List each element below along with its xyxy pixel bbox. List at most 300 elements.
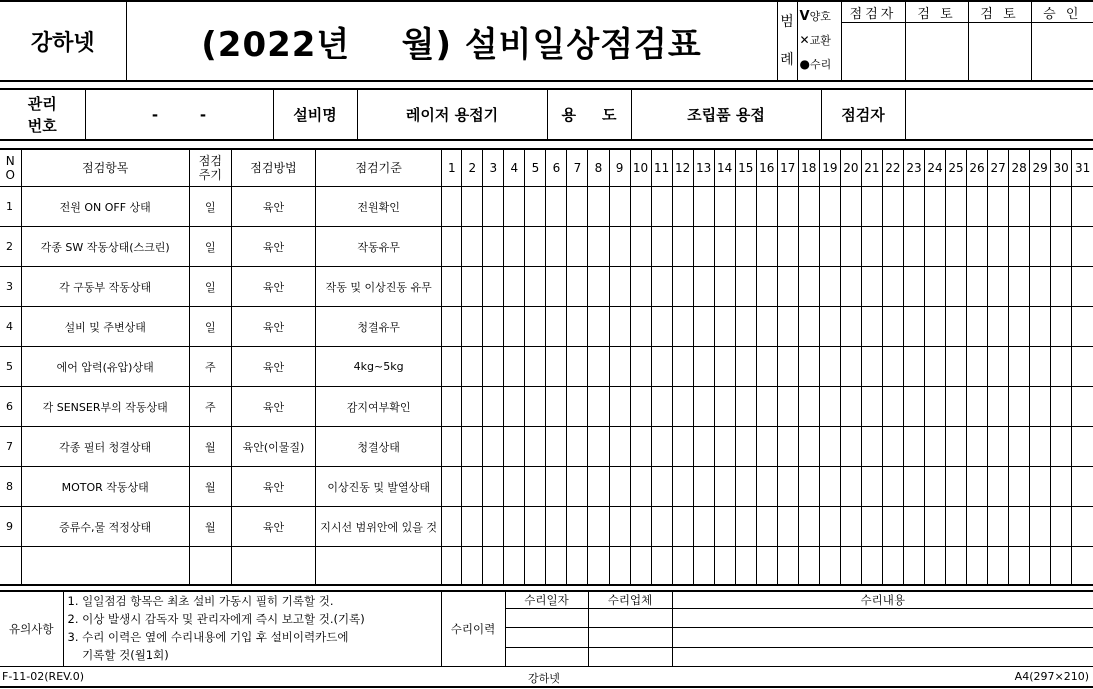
check-cell[interactable] (756, 347, 777, 387)
check-cell[interactable] (672, 267, 693, 307)
check-cell[interactable] (630, 227, 651, 267)
check-cell[interactable] (651, 307, 672, 347)
check-cell[interactable] (882, 427, 903, 467)
check-cell[interactable] (525, 507, 546, 547)
check-cell[interactable] (798, 267, 819, 307)
check-cell[interactable] (967, 467, 988, 507)
check-cell[interactable] (672, 427, 693, 467)
check-cell[interactable] (819, 227, 840, 267)
check-cell[interactable] (798, 307, 819, 347)
check-cell[interactable] (1072, 347, 1093, 387)
check-cell[interactable] (861, 347, 882, 387)
check-cell[interactable] (988, 187, 1009, 227)
check-cell[interactable] (1051, 227, 1072, 267)
check-cell[interactable] (882, 547, 903, 585)
check-cell[interactable] (714, 467, 735, 507)
check-cell[interactable] (693, 267, 714, 307)
check-cell[interactable] (861, 307, 882, 347)
check-cell[interactable] (525, 227, 546, 267)
check-cell[interactable] (840, 227, 861, 267)
check-cell[interactable] (651, 547, 672, 585)
check-cell[interactable] (609, 507, 630, 547)
check-cell[interactable] (777, 307, 798, 347)
check-cell[interactable] (693, 187, 714, 227)
check-cell[interactable] (483, 347, 504, 387)
check-cell[interactable] (504, 187, 525, 227)
check-cell[interactable] (483, 507, 504, 547)
check-cell[interactable] (483, 187, 504, 227)
check-cell[interactable] (903, 347, 924, 387)
check-cell[interactable] (1051, 187, 1072, 227)
check-cell[interactable] (967, 187, 988, 227)
check-cell[interactable] (546, 387, 567, 427)
check-cell[interactable] (988, 427, 1009, 467)
check-cell[interactable] (672, 387, 693, 427)
check-cell[interactable] (946, 427, 967, 467)
check-cell[interactable] (651, 267, 672, 307)
check-cell[interactable] (651, 427, 672, 467)
check-cell[interactable] (651, 187, 672, 227)
check-cell[interactable] (756, 307, 777, 347)
check-cell[interactable] (546, 427, 567, 467)
check-cell[interactable] (988, 507, 1009, 547)
check-cell[interactable] (442, 307, 462, 347)
check-cell[interactable] (882, 307, 903, 347)
check-cell[interactable] (546, 467, 567, 507)
check-cell[interactable] (483, 227, 504, 267)
check-cell[interactable] (735, 427, 756, 467)
check-cell[interactable] (819, 547, 840, 585)
check-cell[interactable] (777, 347, 798, 387)
check-cell[interactable] (735, 187, 756, 227)
check-cell[interactable] (861, 187, 882, 227)
check-cell[interactable] (609, 187, 630, 227)
check-cell[interactable] (946, 187, 967, 227)
mgmt-number-value[interactable]: - - (85, 89, 273, 140)
check-cell[interactable] (714, 347, 735, 387)
check-cell[interactable] (588, 547, 609, 585)
check-cell[interactable] (1009, 227, 1030, 267)
check-cell[interactable] (630, 307, 651, 347)
check-cell[interactable] (861, 427, 882, 467)
repair-date-cell[interactable] (505, 609, 588, 628)
check-cell[interactable] (840, 427, 861, 467)
check-cell[interactable] (672, 467, 693, 507)
check-cell[interactable] (588, 307, 609, 347)
check-cell[interactable] (567, 427, 588, 467)
check-cell[interactable] (714, 307, 735, 347)
check-cell[interactable] (1030, 347, 1051, 387)
equipment-name-value[interactable]: 레이저 용접기 (357, 89, 547, 140)
check-cell[interactable] (1051, 347, 1072, 387)
check-cell[interactable] (1051, 307, 1072, 347)
check-cell[interactable] (630, 467, 651, 507)
check-cell[interactable] (609, 227, 630, 267)
check-cell[interactable] (735, 267, 756, 307)
check-cell[interactable] (630, 387, 651, 427)
check-cell[interactable] (525, 467, 546, 507)
check-cell[interactable] (1009, 267, 1030, 307)
check-cell[interactable] (442, 187, 462, 227)
check-cell[interactable] (1072, 467, 1093, 507)
check-cell[interactable] (588, 187, 609, 227)
check-cell[interactable] (1030, 227, 1051, 267)
check-cell[interactable] (462, 547, 483, 585)
check-cell[interactable] (462, 467, 483, 507)
check-cell[interactable] (567, 307, 588, 347)
check-cell[interactable] (504, 227, 525, 267)
check-cell[interactable] (525, 547, 546, 585)
check-cell[interactable] (609, 347, 630, 387)
check-cell[interactable] (819, 387, 840, 427)
check-cell[interactable] (819, 267, 840, 307)
check-cell[interactable] (630, 507, 651, 547)
check-cell[interactable] (504, 347, 525, 387)
check-cell[interactable] (483, 387, 504, 427)
check-cell[interactable] (1072, 427, 1093, 467)
check-cell[interactable] (967, 427, 988, 467)
check-cell[interactable] (924, 427, 945, 467)
inspector-value[interactable] (905, 89, 1093, 140)
check-cell[interactable] (504, 507, 525, 547)
check-cell[interactable] (903, 387, 924, 427)
check-cell[interactable] (798, 387, 819, 427)
check-cell[interactable] (1072, 507, 1093, 547)
check-cell[interactable] (840, 267, 861, 307)
check-cell[interactable] (630, 267, 651, 307)
check-cell[interactable] (546, 267, 567, 307)
check-cell[interactable] (672, 507, 693, 547)
check-cell[interactable] (735, 387, 756, 427)
check-cell[interactable] (442, 227, 462, 267)
check-cell[interactable] (693, 227, 714, 267)
check-cell[interactable] (735, 347, 756, 387)
check-cell[interactable] (967, 507, 988, 547)
check-cell[interactable] (946, 267, 967, 307)
check-cell[interactable] (1051, 267, 1072, 307)
check-cell[interactable] (442, 347, 462, 387)
repair-date-cell[interactable] (505, 628, 588, 647)
check-cell[interactable] (588, 467, 609, 507)
check-cell[interactable] (756, 387, 777, 427)
check-cell[interactable] (861, 547, 882, 585)
check-cell[interactable] (861, 267, 882, 307)
check-cell[interactable] (1051, 467, 1072, 507)
check-cell[interactable] (967, 307, 988, 347)
check-cell[interactable] (988, 227, 1009, 267)
check-cell[interactable] (609, 427, 630, 467)
check-cell[interactable] (798, 547, 819, 585)
check-cell[interactable] (672, 227, 693, 267)
check-cell[interactable] (1072, 547, 1093, 585)
check-cell[interactable] (924, 387, 945, 427)
check-cell[interactable] (924, 227, 945, 267)
check-cell[interactable] (777, 227, 798, 267)
check-cell[interactable] (924, 467, 945, 507)
check-cell[interactable] (1072, 307, 1093, 347)
check-cell[interactable] (903, 467, 924, 507)
check-cell[interactable] (693, 387, 714, 427)
check-cell[interactable] (840, 507, 861, 547)
check-cell[interactable] (819, 347, 840, 387)
check-cell[interactable] (442, 507, 462, 547)
check-cell[interactable] (924, 187, 945, 227)
check-cell[interactable] (756, 187, 777, 227)
check-cell[interactable] (756, 507, 777, 547)
row-method[interactable] (231, 547, 315, 585)
check-cell[interactable] (567, 547, 588, 585)
check-cell[interactable] (861, 387, 882, 427)
check-cell[interactable] (1030, 427, 1051, 467)
check-cell[interactable] (672, 347, 693, 387)
check-cell[interactable] (798, 467, 819, 507)
check-cell[interactable] (1072, 227, 1093, 267)
check-cell[interactable] (588, 387, 609, 427)
check-cell[interactable] (819, 187, 840, 227)
check-cell[interactable] (525, 347, 546, 387)
check-cell[interactable] (483, 547, 504, 585)
check-cell[interactable] (756, 467, 777, 507)
check-cell[interactable] (967, 347, 988, 387)
check-cell[interactable] (546, 187, 567, 227)
check-cell[interactable] (819, 307, 840, 347)
check-cell[interactable] (546, 347, 567, 387)
check-cell[interactable] (525, 187, 546, 227)
check-cell[interactable] (546, 507, 567, 547)
check-cell[interactable] (924, 307, 945, 347)
check-cell[interactable] (609, 547, 630, 585)
check-cell[interactable] (735, 307, 756, 347)
check-cell[interactable] (756, 227, 777, 267)
check-cell[interactable] (988, 267, 1009, 307)
check-cell[interactable] (882, 267, 903, 307)
check-cell[interactable] (567, 387, 588, 427)
check-cell[interactable] (903, 267, 924, 307)
check-cell[interactable] (483, 467, 504, 507)
check-cell[interactable] (504, 267, 525, 307)
check-cell[interactable] (462, 227, 483, 267)
repair-date-cell[interactable] (505, 647, 588, 666)
check-cell[interactable] (1009, 547, 1030, 585)
check-cell[interactable] (483, 267, 504, 307)
check-cell[interactable] (588, 227, 609, 267)
check-cell[interactable] (735, 547, 756, 585)
check-cell[interactable] (693, 427, 714, 467)
repair-company-cell[interactable] (588, 628, 672, 647)
check-cell[interactable] (1030, 307, 1051, 347)
check-cell[interactable] (882, 467, 903, 507)
check-cell[interactable] (546, 307, 567, 347)
check-cell[interactable] (946, 227, 967, 267)
check-cell[interactable] (672, 307, 693, 347)
check-cell[interactable] (462, 387, 483, 427)
check-cell[interactable] (967, 267, 988, 307)
repair-company-cell[interactable] (588, 647, 672, 666)
check-cell[interactable] (882, 347, 903, 387)
check-cell[interactable] (840, 347, 861, 387)
check-cell[interactable] (756, 267, 777, 307)
check-cell[interactable] (651, 347, 672, 387)
check-cell[interactable] (567, 267, 588, 307)
check-cell[interactable] (714, 427, 735, 467)
check-cell[interactable] (630, 187, 651, 227)
check-cell[interactable] (988, 347, 1009, 387)
check-cell[interactable] (504, 547, 525, 585)
check-cell[interactable] (462, 507, 483, 547)
check-cell[interactable] (651, 387, 672, 427)
check-cell[interactable] (483, 427, 504, 467)
repair-content-cell[interactable] (672, 647, 1093, 666)
check-cell[interactable] (798, 507, 819, 547)
check-cell[interactable] (924, 267, 945, 307)
check-cell[interactable] (442, 467, 462, 507)
check-cell[interactable] (903, 187, 924, 227)
check-cell[interactable] (546, 547, 567, 585)
approval-review1-sign[interactable] (905, 23, 968, 82)
check-cell[interactable] (442, 427, 462, 467)
check-cell[interactable] (442, 547, 462, 585)
check-cell[interactable] (609, 307, 630, 347)
check-cell[interactable] (798, 227, 819, 267)
check-cell[interactable] (819, 507, 840, 547)
check-cell[interactable] (588, 507, 609, 547)
check-cell[interactable] (882, 507, 903, 547)
check-cell[interactable] (946, 387, 967, 427)
check-cell[interactable] (777, 507, 798, 547)
check-cell[interactable] (630, 347, 651, 387)
check-cell[interactable] (1072, 187, 1093, 227)
check-cell[interactable] (777, 187, 798, 227)
check-cell[interactable] (946, 507, 967, 547)
check-cell[interactable] (1051, 427, 1072, 467)
check-cell[interactable] (609, 387, 630, 427)
check-cell[interactable] (1030, 387, 1051, 427)
check-cell[interactable] (714, 187, 735, 227)
approval-review2-sign[interactable] (968, 23, 1031, 82)
check-cell[interactable] (861, 507, 882, 547)
check-cell[interactable] (1051, 547, 1072, 585)
check-cell[interactable] (525, 387, 546, 427)
check-cell[interactable] (1030, 507, 1051, 547)
check-cell[interactable] (714, 267, 735, 307)
check-cell[interactable] (777, 427, 798, 467)
check-cell[interactable] (777, 267, 798, 307)
check-cell[interactable] (840, 547, 861, 585)
usage-value[interactable]: 조립품 용접 (631, 89, 821, 140)
check-cell[interactable] (798, 347, 819, 387)
check-cell[interactable] (442, 267, 462, 307)
check-cell[interactable] (693, 307, 714, 347)
check-cell[interactable] (924, 507, 945, 547)
check-cell[interactable] (1009, 347, 1030, 387)
check-cell[interactable] (988, 467, 1009, 507)
approval-approve-sign[interactable] (1031, 23, 1093, 82)
check-cell[interactable] (588, 267, 609, 307)
check-cell[interactable] (630, 547, 651, 585)
repair-content-cell[interactable] (672, 609, 1093, 628)
check-cell[interactable] (988, 387, 1009, 427)
check-cell[interactable] (735, 507, 756, 547)
check-cell[interactable] (777, 547, 798, 585)
check-cell[interactable] (819, 467, 840, 507)
check-cell[interactable] (546, 227, 567, 267)
check-cell[interactable] (567, 227, 588, 267)
check-cell[interactable] (588, 427, 609, 467)
check-cell[interactable] (714, 227, 735, 267)
check-cell[interactable] (672, 547, 693, 585)
check-cell[interactable] (756, 547, 777, 585)
check-cell[interactable] (609, 467, 630, 507)
check-cell[interactable] (462, 347, 483, 387)
check-cell[interactable] (946, 347, 967, 387)
check-cell[interactable] (882, 387, 903, 427)
check-cell[interactable] (672, 187, 693, 227)
check-cell[interactable] (1030, 187, 1051, 227)
check-cell[interactable] (756, 427, 777, 467)
check-cell[interactable] (903, 227, 924, 267)
check-cell[interactable] (924, 347, 945, 387)
check-cell[interactable] (525, 267, 546, 307)
check-cell[interactable] (1051, 507, 1072, 547)
check-cell[interactable] (504, 427, 525, 467)
check-cell[interactable] (609, 267, 630, 307)
check-cell[interactable] (462, 427, 483, 467)
row-standard[interactable] (316, 547, 442, 585)
check-cell[interactable] (1051, 387, 1072, 427)
row-cycle[interactable] (189, 547, 231, 585)
check-cell[interactable] (840, 187, 861, 227)
check-cell[interactable] (840, 307, 861, 347)
check-cell[interactable] (567, 467, 588, 507)
check-cell[interactable] (903, 307, 924, 347)
check-cell[interactable] (882, 227, 903, 267)
check-cell[interactable] (483, 307, 504, 347)
check-cell[interactable] (924, 547, 945, 585)
check-cell[interactable] (1030, 267, 1051, 307)
check-cell[interactable] (903, 507, 924, 547)
check-cell[interactable] (462, 267, 483, 307)
check-cell[interactable] (735, 467, 756, 507)
row-item[interactable] (21, 547, 189, 585)
check-cell[interactable] (651, 507, 672, 547)
check-cell[interactable] (861, 227, 882, 267)
check-cell[interactable] (1030, 467, 1051, 507)
check-cell[interactable] (693, 547, 714, 585)
check-cell[interactable] (630, 427, 651, 467)
check-cell[interactable] (861, 467, 882, 507)
check-cell[interactable] (693, 347, 714, 387)
check-cell[interactable] (714, 507, 735, 547)
check-cell[interactable] (588, 347, 609, 387)
check-cell[interactable] (714, 547, 735, 585)
check-cell[interactable] (525, 427, 546, 467)
check-cell[interactable] (1030, 547, 1051, 585)
check-cell[interactable] (840, 467, 861, 507)
check-cell[interactable] (735, 227, 756, 267)
check-cell[interactable] (567, 347, 588, 387)
check-cell[interactable] (651, 227, 672, 267)
check-cell[interactable] (567, 187, 588, 227)
check-cell[interactable] (1009, 307, 1030, 347)
check-cell[interactable] (462, 307, 483, 347)
check-cell[interactable] (442, 387, 462, 427)
check-cell[interactable] (1009, 427, 1030, 467)
check-cell[interactable] (525, 307, 546, 347)
check-cell[interactable] (946, 467, 967, 507)
check-cell[interactable] (819, 427, 840, 467)
check-cell[interactable] (1009, 507, 1030, 547)
row-no[interactable] (0, 547, 21, 585)
